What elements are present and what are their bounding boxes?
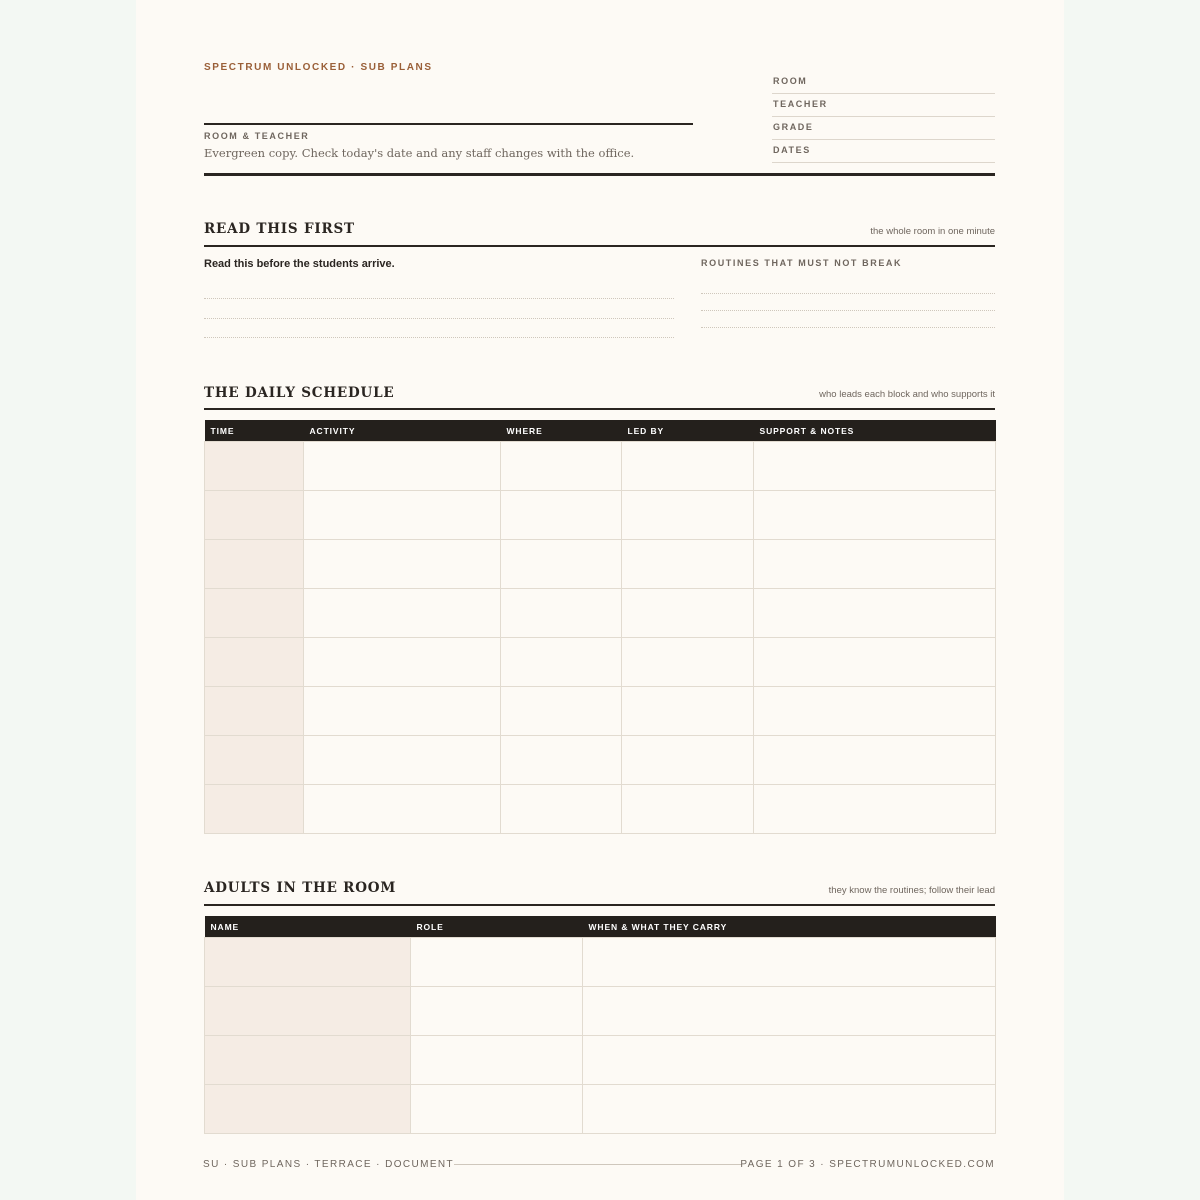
table-cell[interactable] xyxy=(622,638,754,687)
note-line[interactable] xyxy=(204,298,674,299)
table-cell[interactable] xyxy=(304,491,501,540)
table-cell[interactable] xyxy=(304,540,501,589)
note-line[interactable] xyxy=(204,337,674,338)
meta-field-dates[interactable] xyxy=(772,139,995,163)
header-description: Evergreen copy. Check today's date and any staff changes with the office. xyxy=(204,146,635,160)
table-cell[interactable] xyxy=(754,638,996,687)
column-header-role: ROLE xyxy=(411,916,583,938)
footer-left: SU · SUB PLANS · TERRACE · DOCUMENT xyxy=(203,1159,455,1170)
adults-rule xyxy=(204,904,995,906)
schedule-table xyxy=(204,420,996,834)
table-cell[interactable] xyxy=(622,442,754,491)
table-cell[interactable] xyxy=(501,736,622,785)
column-header-support-notes: SUPPORT & NOTES xyxy=(754,420,996,442)
read-first-rule xyxy=(204,245,995,247)
table-cell[interactable] xyxy=(205,540,304,589)
table-cell[interactable] xyxy=(205,938,411,987)
table-cell[interactable] xyxy=(501,687,622,736)
table-cell[interactable] xyxy=(205,687,304,736)
adults-table xyxy=(204,916,996,1134)
footer-right: PAGE 1 OF 3 · SPECTRUMUNLOCKED.COM xyxy=(740,1159,995,1170)
schedule-title: THE DAILY SCHEDULE xyxy=(204,385,395,401)
brand-label: SPECTRUM UNLOCKED · SUB PLANS xyxy=(204,62,433,73)
table-cell[interactable] xyxy=(622,785,754,834)
table-cell[interactable] xyxy=(754,589,996,638)
schedule-row xyxy=(205,785,996,834)
table-cell[interactable] xyxy=(754,687,996,736)
meta-field-label: DATES xyxy=(773,145,811,155)
table-cell[interactable] xyxy=(754,442,996,491)
table-cell[interactable] xyxy=(754,491,996,540)
title-line xyxy=(204,123,693,125)
table-cell[interactable] xyxy=(583,1036,996,1085)
meta-field-label: TEACHER xyxy=(773,99,828,109)
column-header-activity: ACTIVITY xyxy=(304,420,501,442)
meta-field-label: ROOM xyxy=(773,76,808,86)
schedule-row xyxy=(205,442,996,491)
table-cell[interactable] xyxy=(205,638,304,687)
table-cell[interactable] xyxy=(411,1036,583,1085)
table-cell[interactable] xyxy=(583,987,996,1036)
table-cell[interactable] xyxy=(754,785,996,834)
table-cell[interactable] xyxy=(501,540,622,589)
table-cell[interactable] xyxy=(304,736,501,785)
column-header-time: TIME xyxy=(205,420,304,442)
table-cell[interactable] xyxy=(501,589,622,638)
routine-line[interactable] xyxy=(701,293,995,294)
table-cell[interactable] xyxy=(304,785,501,834)
table-cell[interactable] xyxy=(205,736,304,785)
table-cell[interactable] xyxy=(501,638,622,687)
header-divider xyxy=(204,173,995,176)
adult-row xyxy=(205,1085,996,1134)
table-cell[interactable] xyxy=(205,785,304,834)
note-line[interactable] xyxy=(204,318,674,319)
table-cell[interactable] xyxy=(205,987,411,1036)
table-cell[interactable] xyxy=(304,589,501,638)
column-header-name: NAME xyxy=(205,916,411,938)
table-cell[interactable] xyxy=(622,736,754,785)
adult-row xyxy=(205,1036,996,1085)
routines-label: ROUTINES THAT MUST NOT BREAK xyxy=(701,258,903,268)
table-cell[interactable] xyxy=(205,491,304,540)
table-cell[interactable] xyxy=(205,442,304,491)
read-first-note: the whole room in one minute xyxy=(870,226,995,237)
read-first-title: READ THIS FIRST xyxy=(204,221,355,237)
table-cell[interactable] xyxy=(622,687,754,736)
table-cell[interactable] xyxy=(622,589,754,638)
schedule-note: who leads each block and who supports it xyxy=(819,389,995,400)
schedule-rule xyxy=(204,408,995,410)
adults-header-row xyxy=(205,916,996,938)
table-cell[interactable] xyxy=(583,938,996,987)
table-cell[interactable] xyxy=(304,638,501,687)
schedule-row xyxy=(205,638,996,687)
table-cell[interactable] xyxy=(501,491,622,540)
schedule-row xyxy=(205,736,996,785)
table-cell[interactable] xyxy=(205,589,304,638)
meta-field-label: GRADE xyxy=(773,122,814,132)
table-cell[interactable] xyxy=(411,938,583,987)
routine-line[interactable] xyxy=(701,310,995,311)
table-cell[interactable] xyxy=(411,1085,583,1134)
adult-row xyxy=(205,987,996,1036)
footer-divider xyxy=(454,1164,742,1165)
column-header-when-what: WHEN & WHAT THEY CARRY xyxy=(583,916,996,938)
column-header-where: WHERE xyxy=(501,420,622,442)
adults-title: ADULTS IN THE ROOM xyxy=(204,880,397,896)
schedule-row xyxy=(205,687,996,736)
meta-field-room[interactable] xyxy=(772,70,995,94)
table-cell[interactable] xyxy=(501,442,622,491)
meta-field-teacher[interactable] xyxy=(772,93,995,117)
table-cell[interactable] xyxy=(411,987,583,1036)
adults-note: they know the routines; follow their lead xyxy=(828,885,995,896)
table-cell[interactable] xyxy=(205,1085,411,1134)
table-cell[interactable] xyxy=(583,1085,996,1134)
sub-plan-page xyxy=(136,0,1064,1200)
meta-field-grade[interactable] xyxy=(772,116,995,140)
room-teacher-label: ROOM & TEACHER xyxy=(204,131,310,141)
table-cell[interactable] xyxy=(754,540,996,589)
schedule-row xyxy=(205,589,996,638)
table-cell[interactable] xyxy=(622,540,754,589)
schedule-row xyxy=(205,540,996,589)
table-cell[interactable] xyxy=(205,1036,411,1085)
schedule-header-row xyxy=(205,420,996,442)
table-cell[interactable] xyxy=(304,442,501,491)
adult-row xyxy=(205,938,996,987)
table-cell[interactable] xyxy=(622,491,754,540)
schedule-row xyxy=(205,491,996,540)
table-cell[interactable] xyxy=(501,785,622,834)
column-header-led-by: LED BY xyxy=(622,420,754,442)
routine-line[interactable] xyxy=(701,327,995,328)
table-cell[interactable] xyxy=(754,736,996,785)
table-cell[interactable] xyxy=(304,687,501,736)
read-first-intro: Read this before the students arrive. xyxy=(204,258,395,270)
